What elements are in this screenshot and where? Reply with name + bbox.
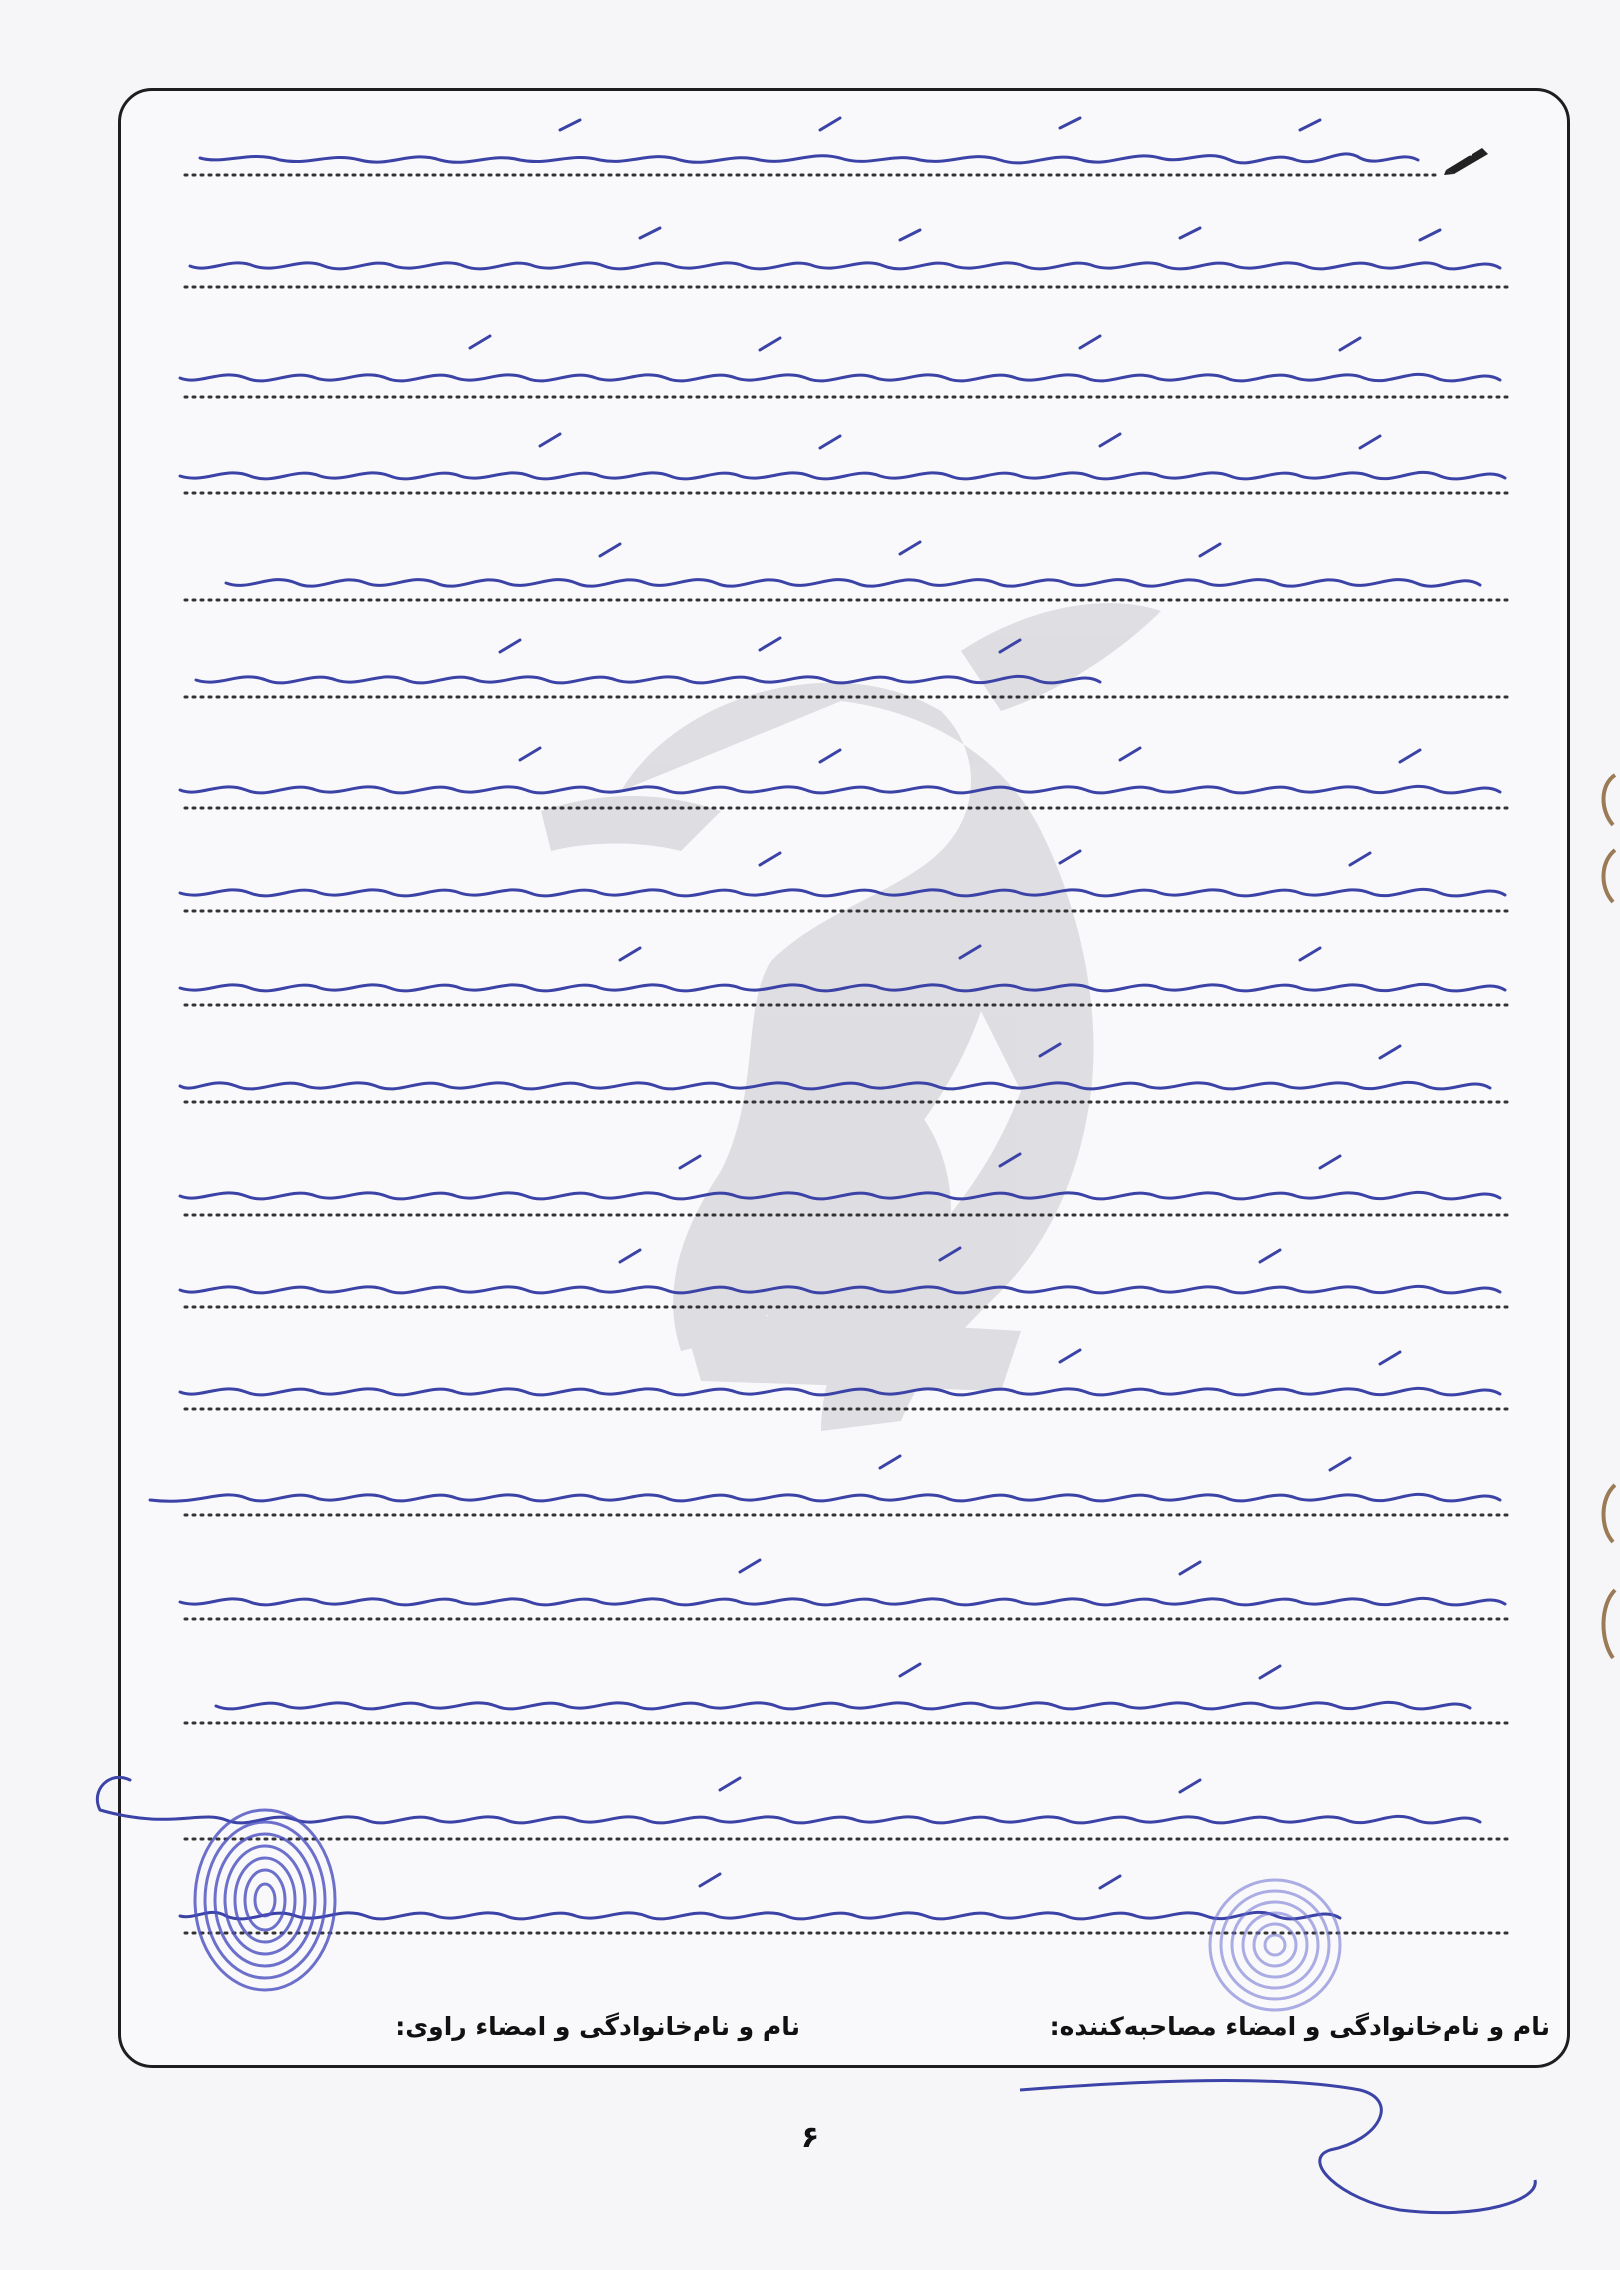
handwriting-line-16 [216,1664,1470,1709]
handwriting-line-2 [190,228,1500,269]
handwriting-line-10 [180,1044,1490,1089]
handwriting-line-4 [180,434,1505,479]
handwriting-line-9 [180,946,1505,991]
handwriting-line-13 [180,1350,1500,1395]
handwriting-line-12 [180,1248,1500,1293]
binding-staple-icon [1595,1480,1620,1670]
handwriting-line-7 [180,748,1500,793]
handwriting-line-1 [200,118,1418,163]
handwriting-line-6 [196,638,1100,683]
narrator-fingerprint [185,1800,345,2000]
handwriting-line-3 [180,336,1500,381]
handwriting-line-5 [226,542,1480,586]
page-number: ۶ [800,2120,820,2155]
interviewer-signature-label: نام و نام‌خانوادگی و امضاء مصاحبه‌کننده: [1049,2012,1550,2041]
binding-staple-icon [1595,770,1620,910]
handwriting-line-18 [180,1874,1340,1919]
handwriting-line-15 [180,1560,1505,1605]
handwriting-line-11 [180,1154,1500,1199]
handwriting-line-14 [150,1456,1500,1501]
narrator-signature-label: نام و نام‌خانوادگی و امضاء راوی: [395,2012,800,2041]
interviewer-fingerprint [1200,1870,1350,2020]
handwriting-line-8 [180,851,1505,896]
